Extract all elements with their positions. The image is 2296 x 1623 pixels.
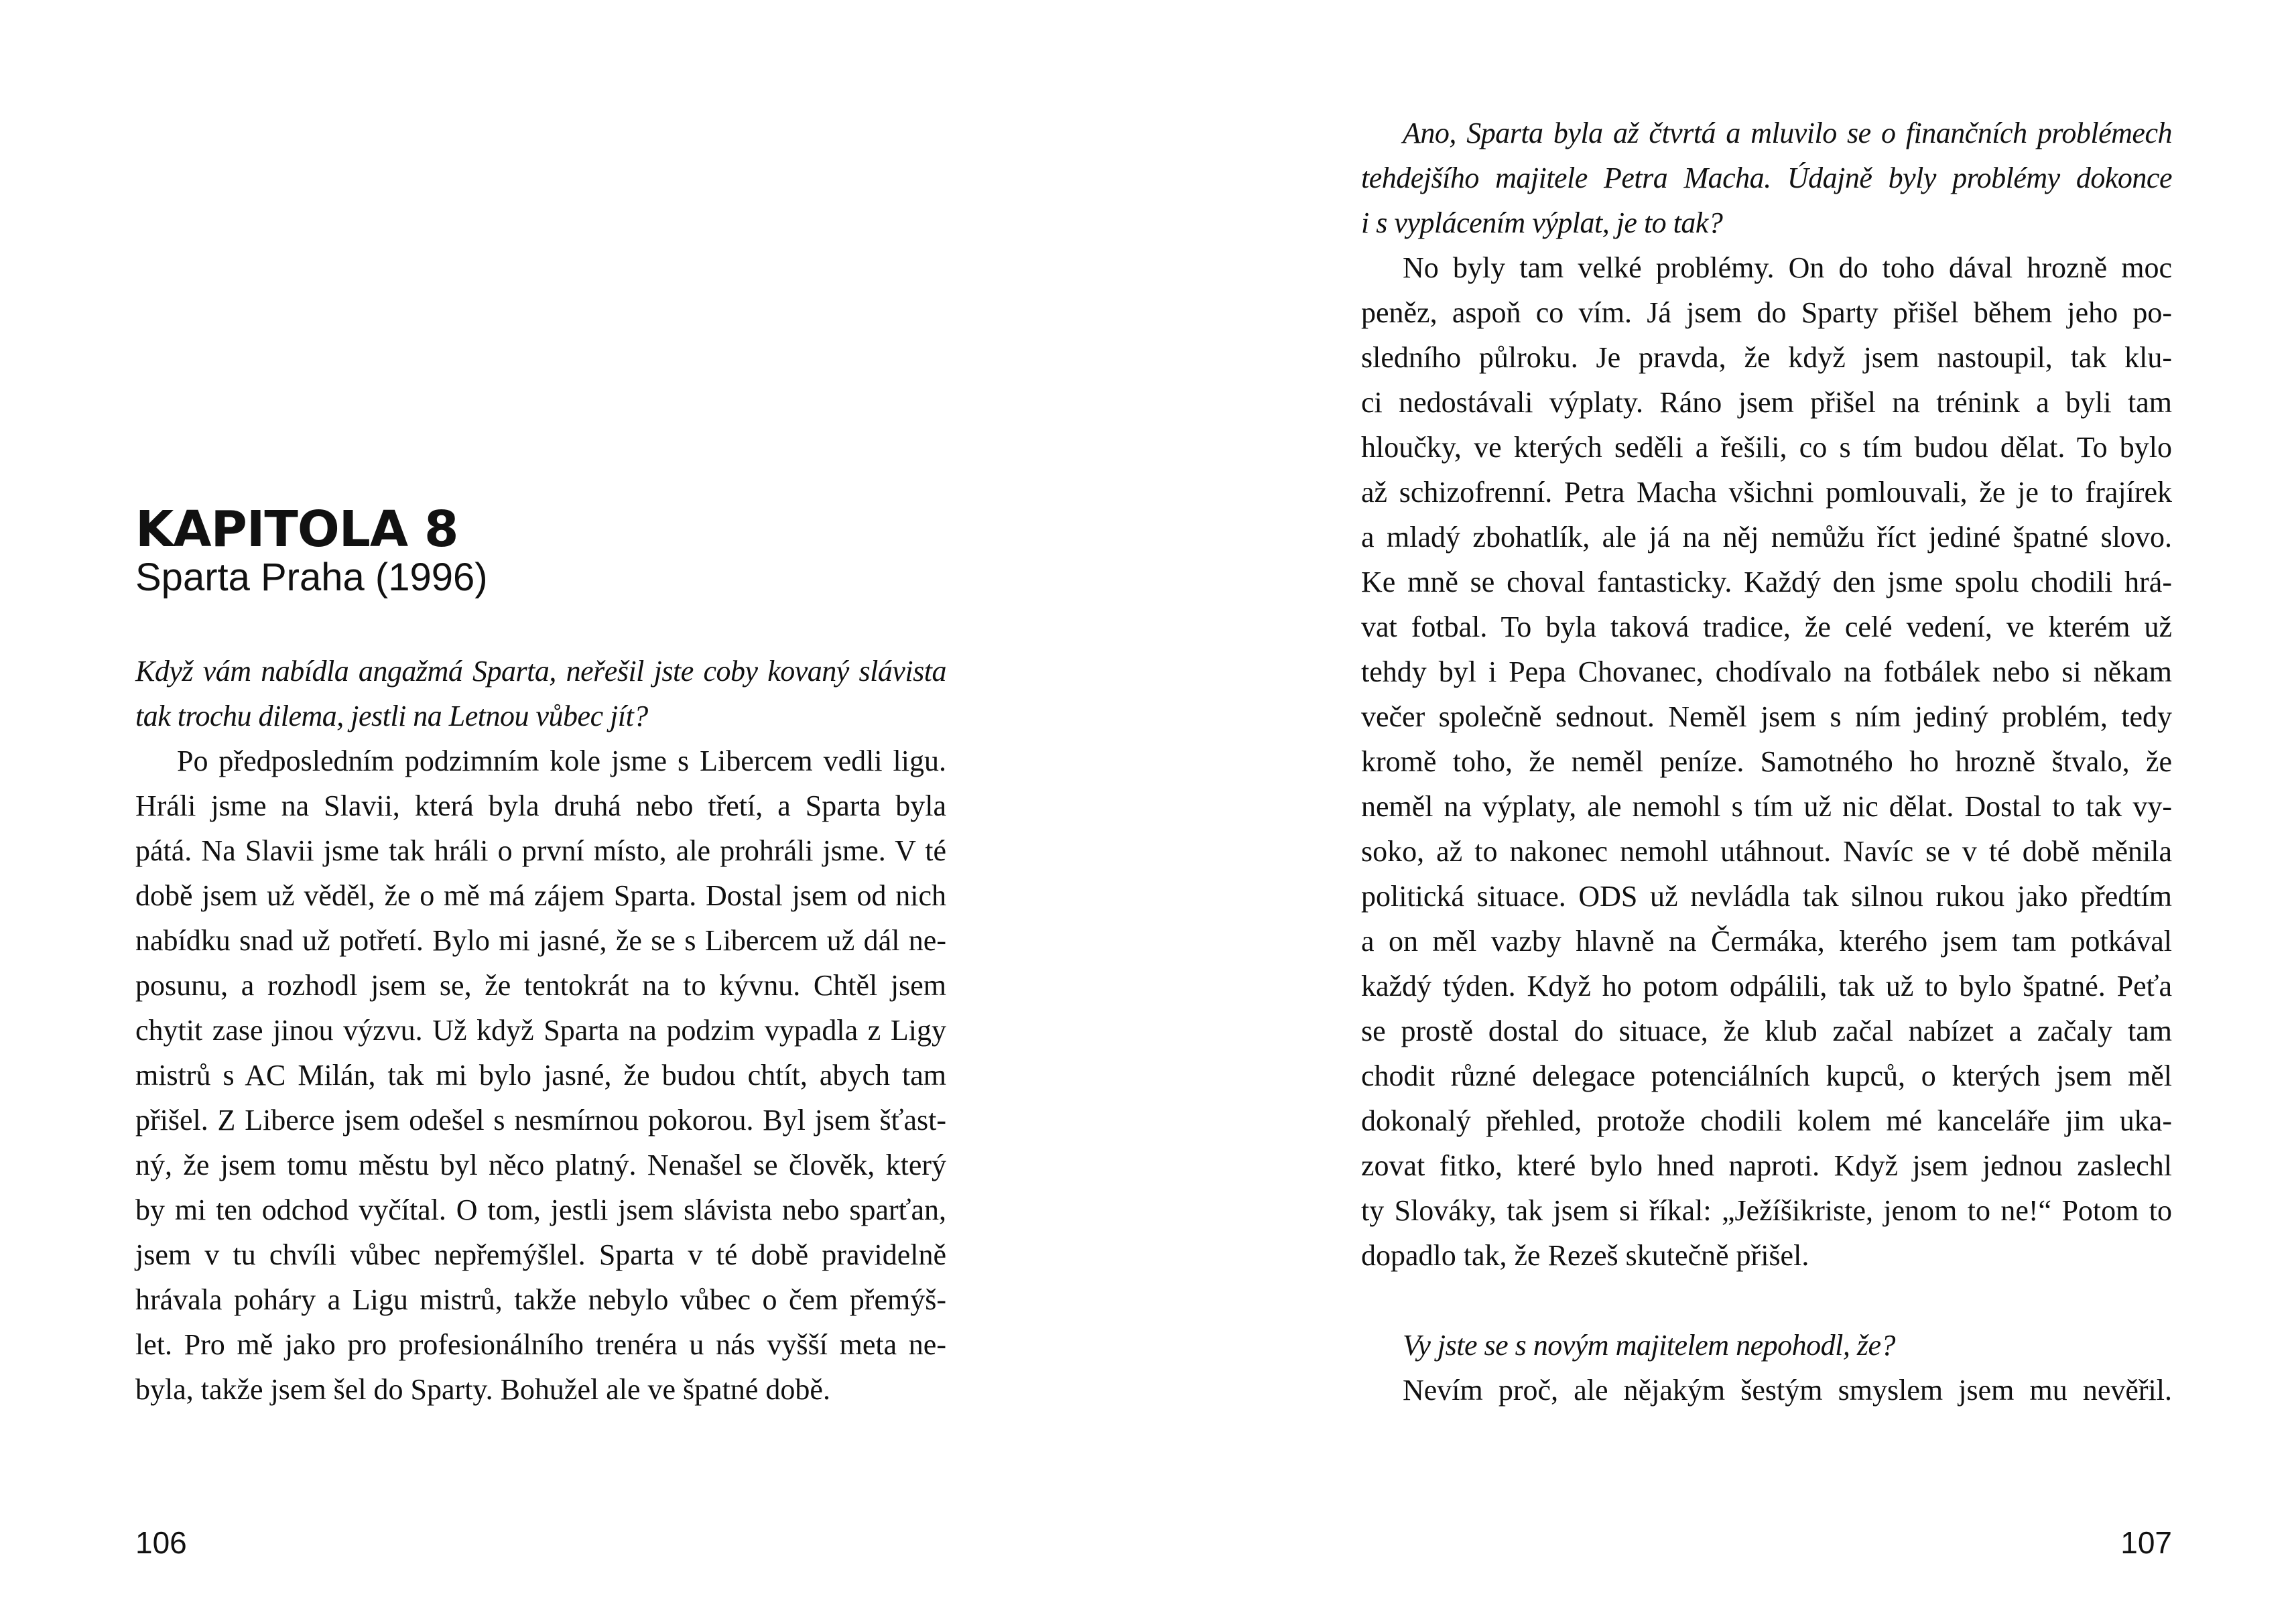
text-line: ty Slováky, tak jsem si říkal: „Ježíšikriste, jenom to ne!“ Potom to <box>1361 1194 2172 1227</box>
left-page-body <box>135 649 946 1412</box>
question-line: Ano, Sparta byla až čtvrtá a mluvilo se o finančních problémech <box>1403 117 2172 149</box>
text-line: soko, až to nakonec nemohl utáhnout. Navíc se v té době měnila <box>1361 835 2172 868</box>
right-page <box>1148 0 2296 1623</box>
page-number-right: 107 <box>2120 1525 2172 1560</box>
text-line: době jsem už věděl, že o mě má zájem Sparta. Dostal jsem od nich <box>135 879 946 912</box>
text-line: hrávala poháry a Ligu mistrů, takže nebylo vůbec o čem přemýš- <box>135 1283 946 1316</box>
text-line: nabídku snad už potřetí. Bylo mi jasné, že se s Libercem už dál ne- <box>135 924 946 957</box>
text-line: večer společně sednout. Neměl jsem s ním jediný problém, tedy <box>1361 700 2172 733</box>
right-page-body <box>1361 111 2172 1413</box>
text-line: byla, takže jsem šel do Sparty. Bohužel ale ve špatné době. <box>135 1373 830 1406</box>
text-line: dokonalý přehled, protože chodili kolem mé kanceláře jim uka- <box>1361 1104 2172 1137</box>
chapter-subtitle: Sparta Praha (1996) <box>135 556 488 599</box>
question-line: Když vám nabídla angažmá Sparta, neřešil jste coby kovaný slávista <box>135 655 946 688</box>
text-line: let. Pro mě jako pro profesionálního trenéra u nás vyšší meta ne- <box>135 1328 946 1361</box>
text-line: politická situace. ODS už nevládla tak silnou rukou jako předtím <box>1361 880 2172 913</box>
text-line: vat fotbal. To byla taková tradice, že celé vedení, ve kterém už <box>1361 610 2172 643</box>
text-line: dopadlo tak, že Rezeš skutečně přišel. <box>1361 1239 1809 1272</box>
question-line: tak trochu dilema, jestli na Letnou vůbec jít? <box>135 700 648 732</box>
text-line: ný, že jsem tomu městu byl něco platný. Nenašel se člověk, který <box>135 1149 946 1181</box>
text-line: hloučky, ve kterých seděli a řešili, co s tím budou dělat. To bylo <box>1361 431 2172 464</box>
text-line: jsem v tu chvíli vůbec nepřemýšlel. Sparta v té době pravidelně <box>135 1238 946 1271</box>
text-line: a mladý zbohatlík, ale já na něj nemůžu říct jediné špatné slovo. <box>1361 521 2172 554</box>
text-line: Hráli jsme na Slavii, která byla druhá nebo třetí, a Sparta byla <box>135 789 946 822</box>
text-line: až schizofrenní. Petra Macha všichni pomlouvali, že je to frajírek <box>1361 476 2172 509</box>
text-line: ci nedostávali výplaty. Ráno jsem přišel na trénink a byli tam <box>1361 386 2172 419</box>
text-line: Po předposledním podzimním kole jsme s Libercem vedli ligu. <box>177 744 946 777</box>
text-line: chytit zase jinou výzvu. Už když Sparta na podzim vypadla z Ligy <box>135 1014 946 1047</box>
blank-line <box>1361 1278 2172 1323</box>
text-line: kromě toho, že neměl peníze. Samotného ho hrozně štvalo, že <box>1361 745 2172 778</box>
text-line: sledního půlroku. Je pravda, že když jsem nastoupil, tak klu- <box>1361 341 2172 374</box>
text-line: a on měl vazby hlavně na Čermáka, kterého jsem tam potkával <box>1361 925 2172 958</box>
question-line: i s vyplácením výplat, je to tak? <box>1361 206 1723 239</box>
text-line: Nevím proč, ale nějakým šestým smyslem jsem mu nevěřil. <box>1403 1374 2172 1407</box>
text-line: peněz, aspoň co vím. Já jsem do Sparty přišel během jeho po- <box>1361 296 2172 329</box>
question-line: Vy jste se s novým majitelem nepohodl, že? <box>1403 1329 1895 1362</box>
text-line: tehdy byl i Pepa Chovanec, chodívalo na fotbálek nebo si někam <box>1361 655 2172 688</box>
text-line: Ke mně se choval fantasticky. Každý den jsme spolu chodili hrá- <box>1361 566 2172 598</box>
text-line: zovat fitko, které bylo hned naproti. Když jsem jednou zaslechl <box>1361 1149 2172 1182</box>
text-line: posunu, a rozhodl jsem se, že tentokrát na to kývnu. Chtěl jsem <box>135 969 946 1002</box>
text-line: každý týden. Když ho potom odpálili, tak už to bylo špatné. Peťa <box>1361 970 2172 1002</box>
text-line: přišel. Z Liberce jsem odešel s nesmírnou pokorou. Byl jsem šťast- <box>135 1104 946 1137</box>
text-line: pátá. Na Slavii jsme tak hráli o první místo, ale prohráli jsme. V té <box>135 834 946 867</box>
text-line: chodit různé delegace potenciálních kupců, o kterých jsem měl <box>1361 1059 2172 1092</box>
text-line: by mi ten odchod vyčítal. O tom, jestli jsem slávista nebo sparťan, <box>135 1193 946 1226</box>
chapter-heading: KAPITOLA 8 <box>135 501 458 558</box>
text-line: No byly tam velké problémy. On do toho dával hrozně moc <box>1403 251 2172 284</box>
text-line: neměl na výplaty, ale nemohl s tím už nic dělat. Dostal to tak vy- <box>1361 790 2172 823</box>
text-line: se prostě dostal do situace, že klub začal nabízet a začaly tam <box>1361 1015 2172 1047</box>
question-line: tehdejšího majitele Petra Macha. Údajně byly problémy dokonce <box>1361 161 2172 194</box>
text-line: mistrů s AC Milán, tak mi bylo jasné, že budou chtít, abych tam <box>135 1059 946 1092</box>
page-number-left: 106 <box>135 1525 187 1560</box>
